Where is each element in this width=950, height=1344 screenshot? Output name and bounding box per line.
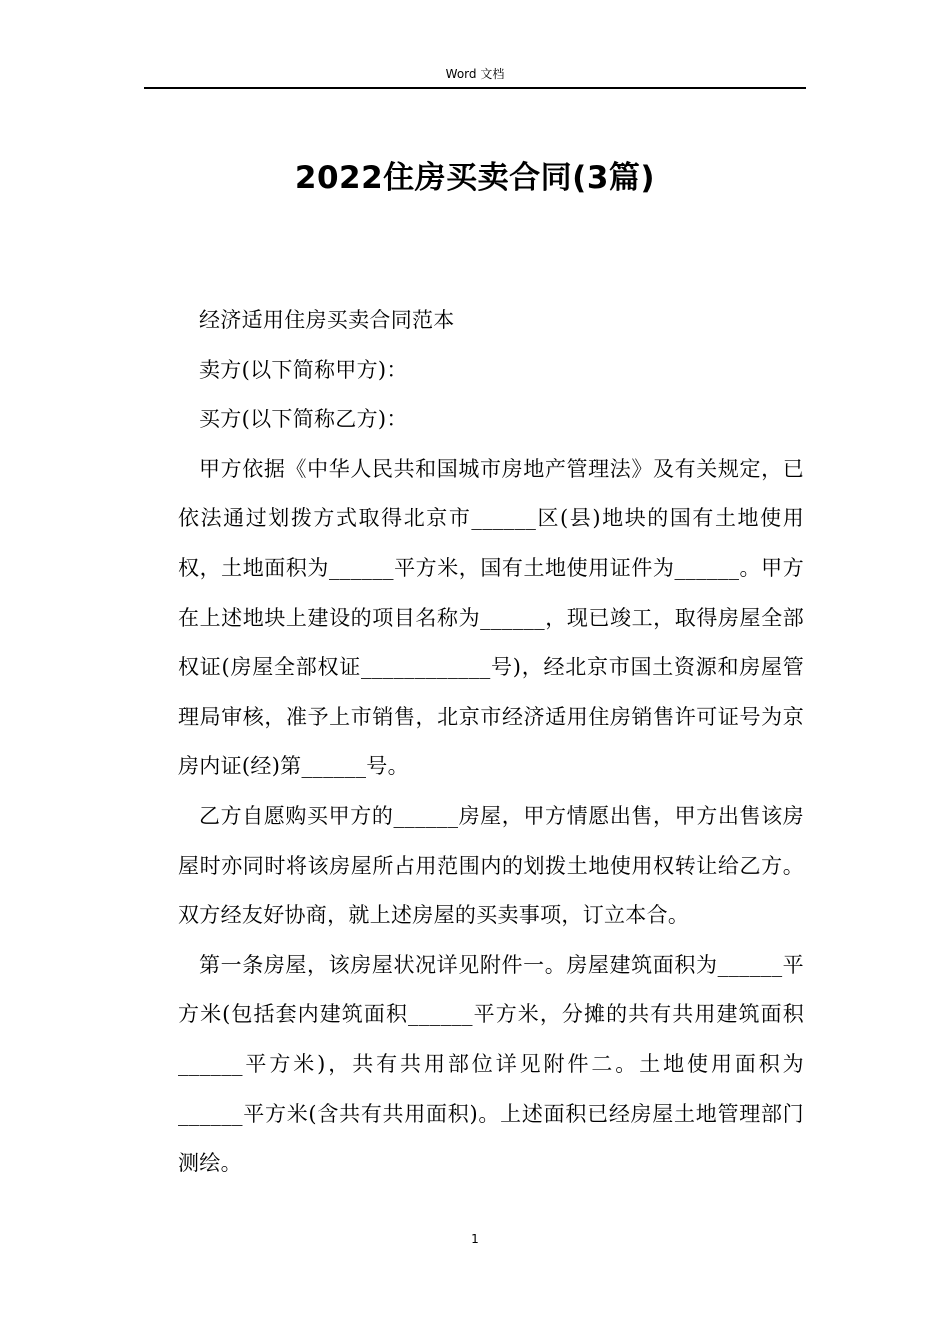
document-body bbox=[178, 296, 804, 1189]
page-number: 1 bbox=[471, 1232, 479, 1246]
paragraph-land-rights: 甲方依据《中华人民共和国城市房地产管理法》及有关规定，已依法通过划拨方式取得北京市______区(县)地块的国有土地使用权，土地面积为______平方米，国有土地使用证件为______。甲方在上述地块上建设的项目名称为______，现已竣工，取得房屋全部权证(房屋全部权证____________号)，经北京市国土资源和房屋管理局审核，准予上市销售，北京市经济适用住房销售许可证号为京房内证(经)第______号。 bbox=[178, 456, 804, 779]
page-header-label: Word 文档 bbox=[445, 67, 505, 81]
paragraph-seller: 卖方(以下简称甲方)： bbox=[199, 357, 408, 382]
paragraph-buyer: 买方(以下简称乙方)： bbox=[199, 407, 408, 432]
document-title: 2022住房买卖合同(3篇) bbox=[294, 160, 656, 196]
header-divider bbox=[144, 87, 806, 89]
paragraph-contract-name: 经济适用住房买卖合同范本 bbox=[199, 308, 455, 332]
paragraph-purchase-agreement: 乙方自愿购买甲方的______房屋，甲方情愿出售，甲方出售该房屋时亦同时将该房屋所占用范围内的划拨土地使用权转让给乙方。双方经友好协商，就上述房屋的买卖事项，订立本合。 bbox=[178, 803, 804, 928]
paragraph-article-one: 第一条房屋，该房屋状况详见附件一。房屋建筑面积为______平方米(包括套内建筑面积______平方米，分摊的共有共用建筑面积______平方米)，共有共用部位详见附件二。土地使用面积为______平方米(含共有共用面积)。上述面积已经房屋土地管理部门测绘。 bbox=[178, 952, 804, 1176]
